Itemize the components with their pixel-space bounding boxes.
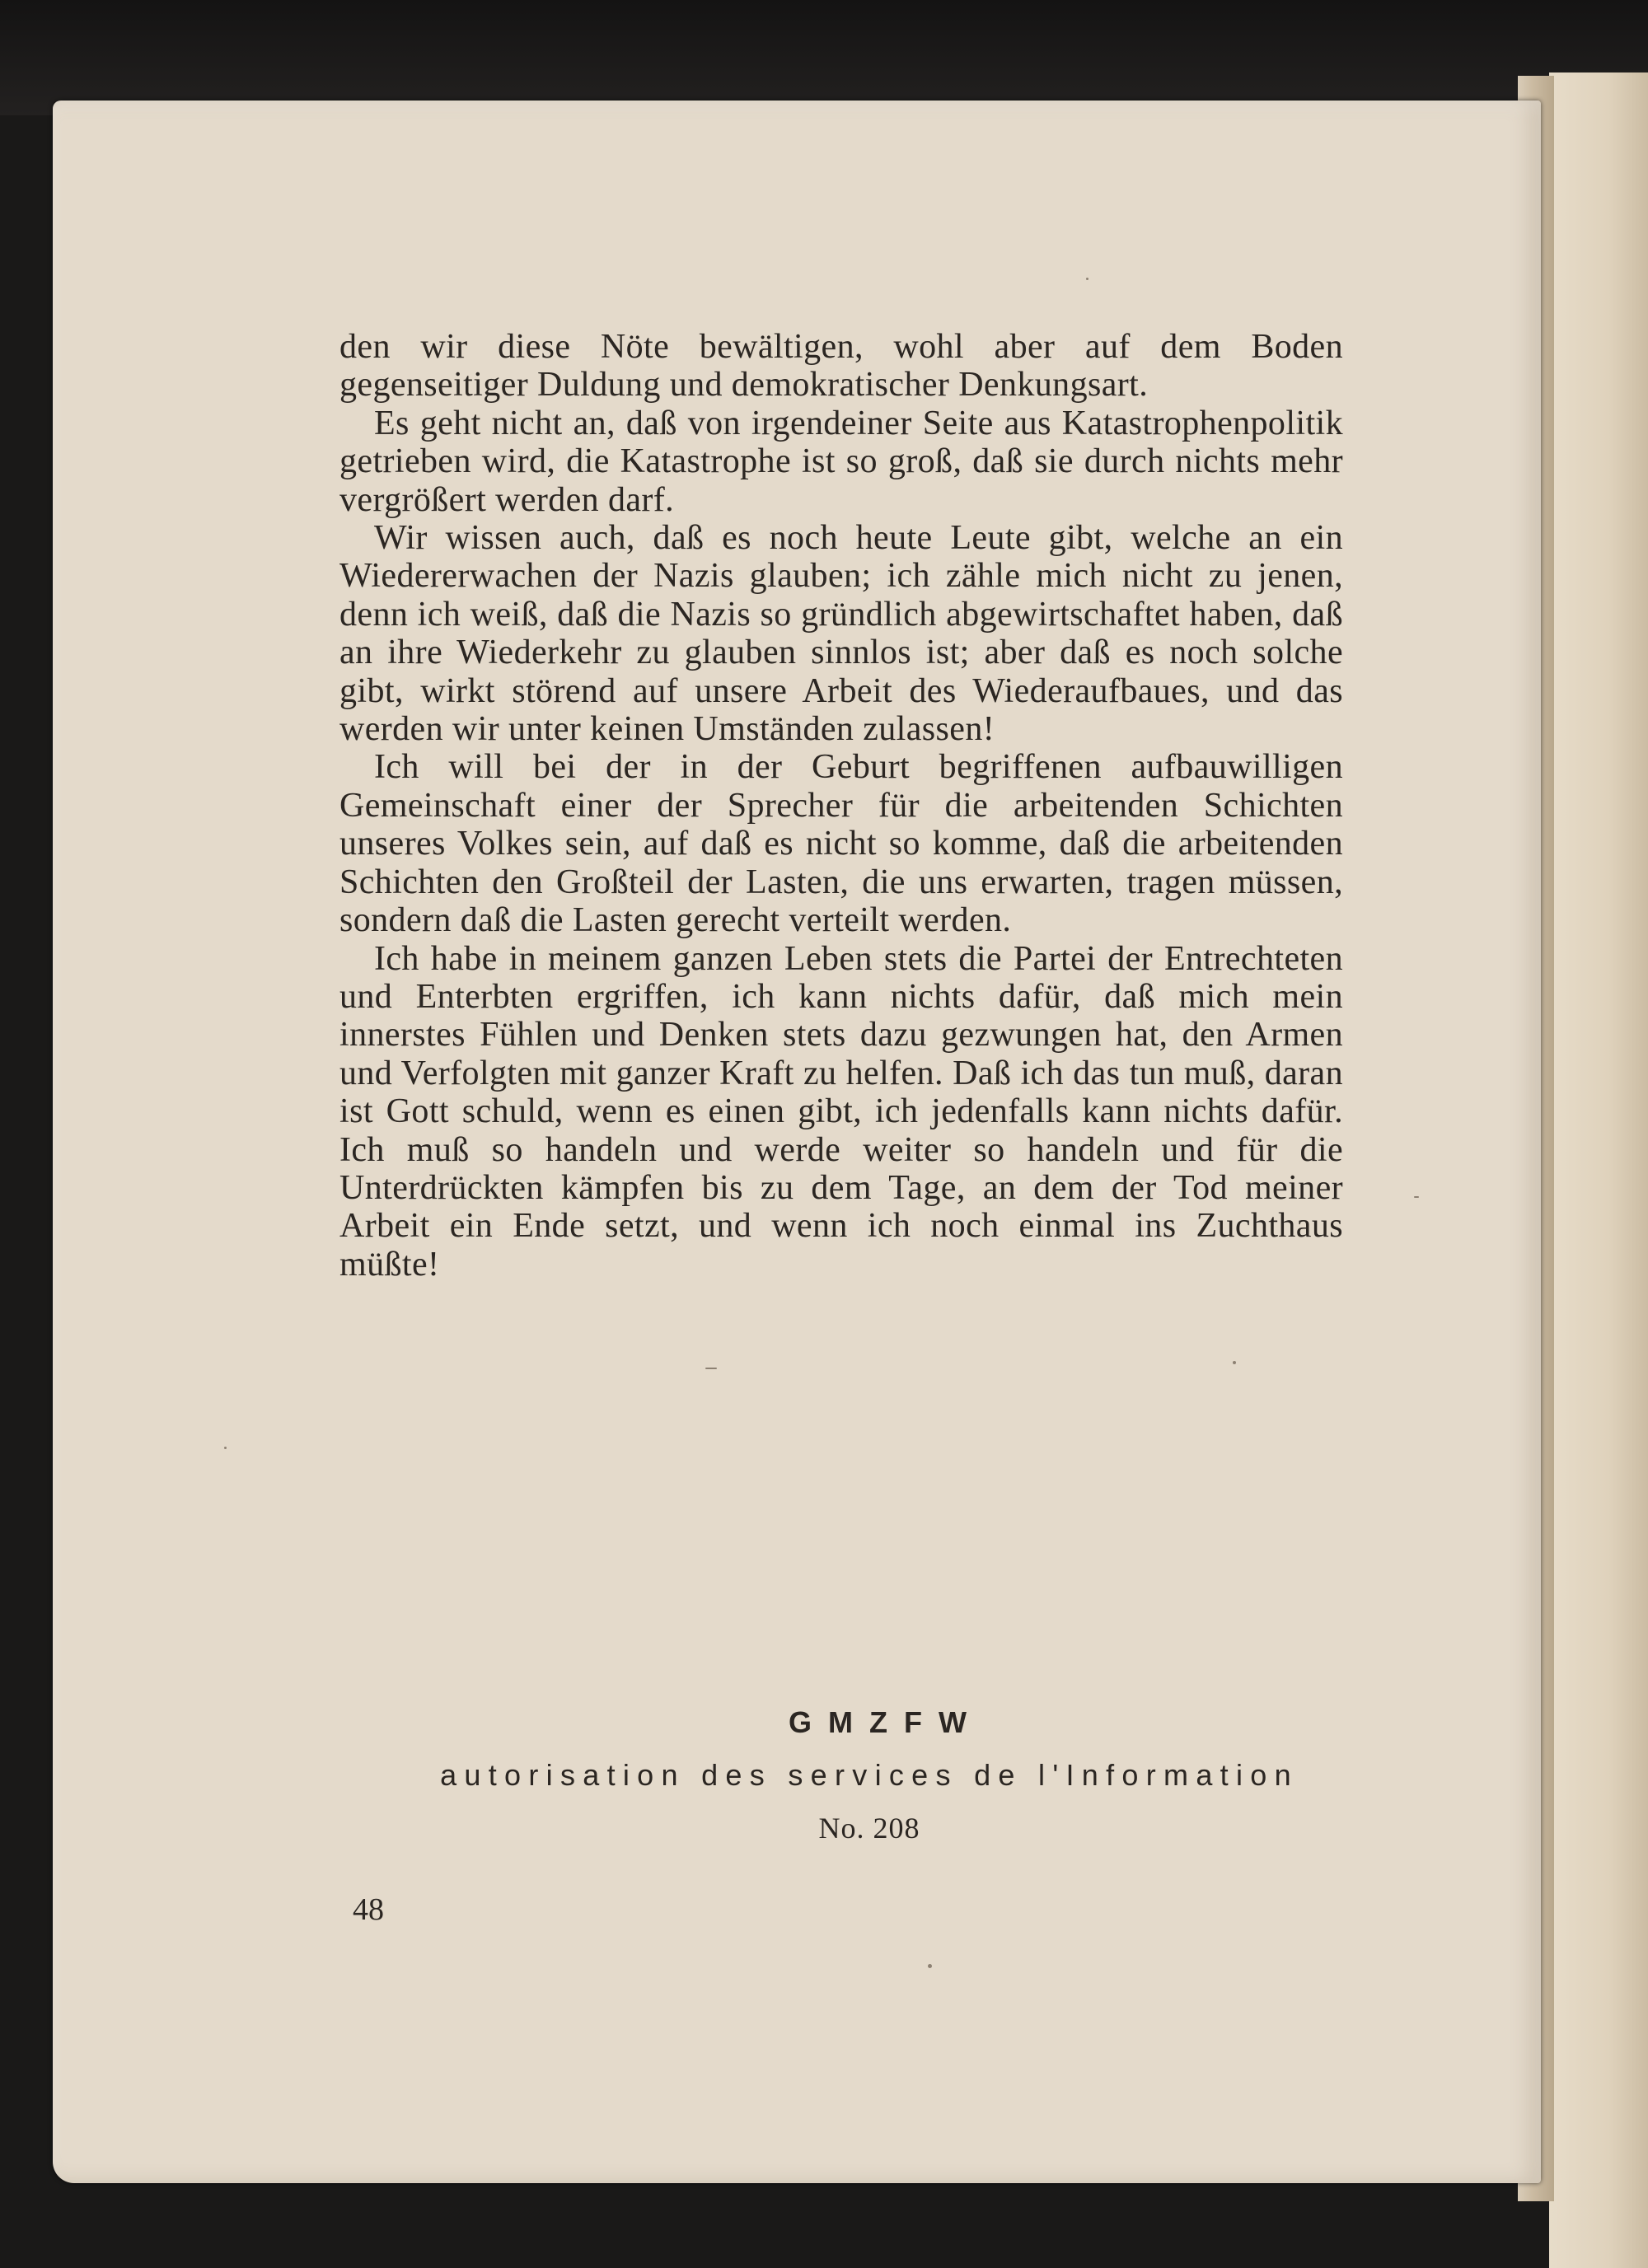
imprint-number: No. 208 (818, 1812, 920, 1845)
paragraph: Ich habe in meinem ganzen Leben stets die Partei der Entrechteten und Enterbten ergriffen, ich kann nichts dafür, daß mich mein innerstes Fühlen und Denken stets dazu gezwungen hat, den Armen und Verfolgten mit ganzer Kraft zu helfen. Daß ich das tun muß, daran ist Gott schuld, wenn es einen gibt, ich jedenfalls kann nichts dafür. Ich muß so handeln und werde weiter so handeln und für die Unterdrückten kämpfen bis zu dem Tage, an dem der Tod meiner Arbeit ein Ende setzt, und wenn ich noch einmal ins Zuchthaus müßte! (339, 939, 1343, 1284)
paper-speck (1414, 1196, 1419, 1198)
paragraph: Ich will bei der in der Geburt begriffenen aufbauwilligen Gemeinschaft einer der Sprecher für die arbeitenden Schichten unseres Volkes sein, auf daß es nicht so komme, daß die arbeitenden Schichten den Großteil der Lasten, die uns erwarten, tragen müssen, sondern daß die Lasten gerecht verteilt werden. (339, 748, 1343, 940)
body-text (339, 328, 1343, 1284)
facing-page-edge (1549, 72, 1648, 2268)
paper-speck (928, 1964, 932, 1968)
paper-speck (224, 1447, 227, 1449)
imprint-authority: autorisation des services de l'Information (440, 1758, 1299, 1792)
page-number: 48 (353, 1892, 384, 1927)
paragraph: den wir diese Nöte bewältigen, wohl aber auf dem Boden gegenseitiger Duldung und demokratischer Denkungsart. (339, 328, 1343, 404)
backdrop (0, 0, 1648, 115)
paragraph: Es geht nicht an, daß von irgendeiner Seite aus Katastrophenpolitik getrieben wird, die Katastrophe ist so groß, daß sie durch nichts mehr vergrößert werden darf. (339, 404, 1343, 519)
paper-speck (705, 1368, 717, 1369)
paper-speck (1086, 278, 1089, 280)
paragraph: Wir wissen auch, daß es noch heute Leute gibt, welche an ein Wiedererwachen der Nazis glauben; ich zähle mich nicht zu jenen, denn ich weiß, daß die Nazis so gründlich abgewirtschaftet haben, daß an ihre Wiederkehr zu glauben sinnlos ist; aber daß es noch solche gibt, wirkt störend auf unsere Arbeit des Wiederaufbaues, und das werden wir unter keinen Umständen zulassen! (339, 519, 1343, 749)
imprint-code: GMZFW (789, 1705, 983, 1739)
paper-speck (1233, 1361, 1236, 1364)
